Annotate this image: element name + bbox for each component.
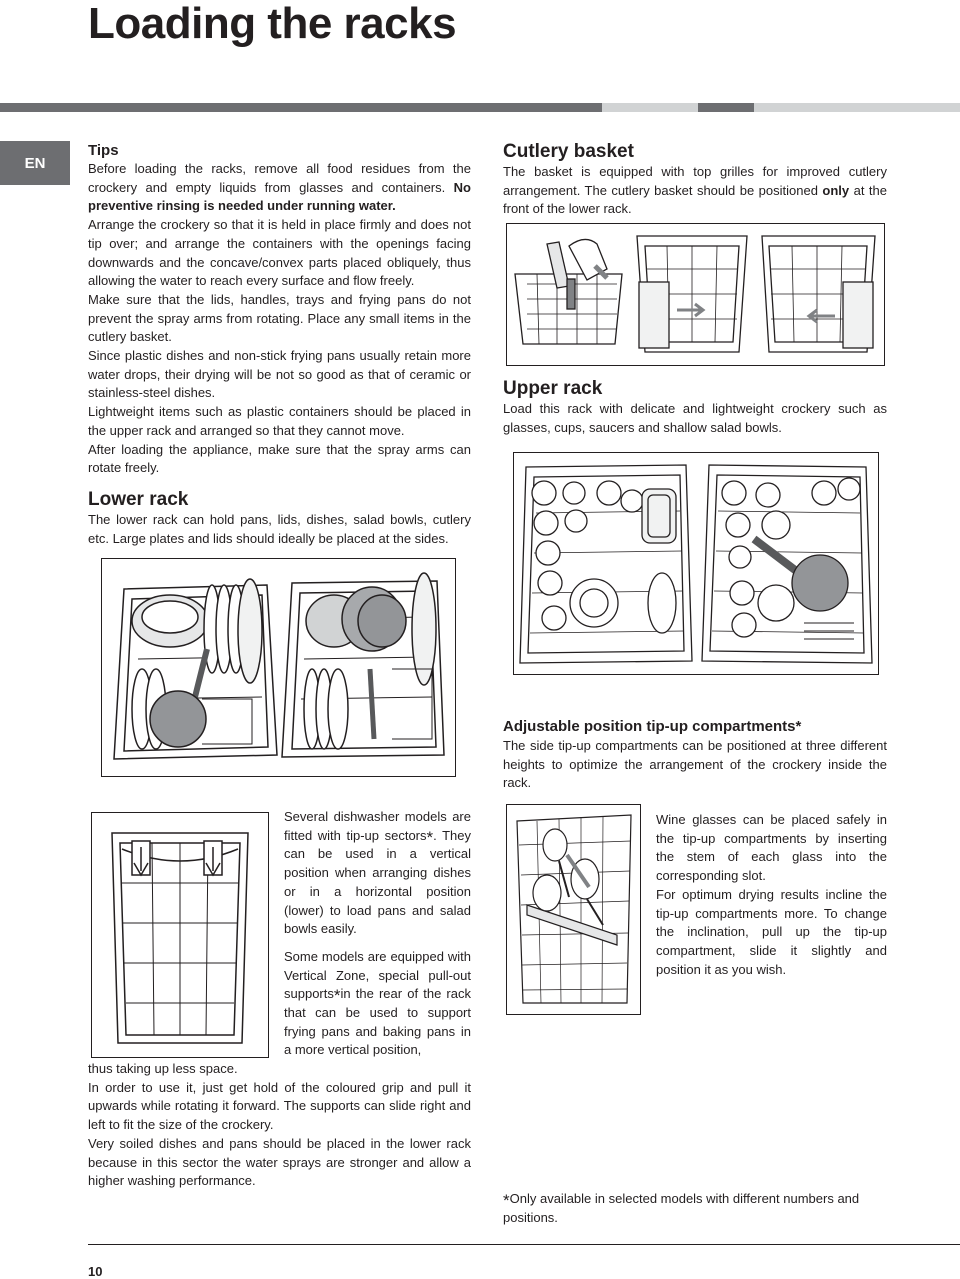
- lower-rack-illustration: [101, 558, 456, 777]
- lower-rack-text: The lower rack can hold pans, lids, dishes, salad bowls, cutlery etc. Large plates and lids should ideally be placed at the sides.: [88, 512, 471, 546]
- footnote: [503, 1190, 887, 1227]
- tips-paragraph-4: Since plastic dishes and non-stick frying pans usually retain more water drops, their drying will be not so good as that of ceramic or stainless-steel dishes.: [88, 348, 471, 401]
- wine-paragraph-1: Wine glasses can be placed safely in the tip-up compartments by inserting the stem of each glass into the corresponding slot.: [656, 812, 887, 884]
- wine-text: [656, 811, 887, 979]
- tips-paragraph-5: Lightweight items such as plastic containers should be placed in the upper rack and arranged so that they cannot move.: [88, 404, 471, 438]
- header-bar-light-1: [602, 103, 698, 112]
- tips-paragraph-2: Arrange the crockery so that it is held in place firmly and does not tip over; and arrange the containers with the openings facing downwards and the concave/convex parts placed obliquely, thus allowing the water to reach every surface and flow freely.: [88, 217, 471, 289]
- wine-paragraph-2: For optimum drying results incline the tip-up compartments more. To change the inclination, pull up the tip-up compartment, slide it slightly and position it as you wish.: [656, 886, 887, 977]
- upper-rack-heading: Upper rack: [503, 378, 603, 399]
- cutlery-basket-text: The basket is equipped with top grilles for improved cutlery arrangement. The cutlery basket should be positioned only at the front of the lower rack.: [503, 164, 887, 217]
- wine-compartment-illustration: [506, 804, 641, 1015]
- tips-heading: Tips: [88, 142, 119, 159]
- page-number: 10: [88, 1264, 103, 1279]
- header-bar-dark: [0, 103, 602, 112]
- upper-rack-illustration: [513, 452, 879, 675]
- footnote-text: Only available in selected models with different numbers and positions.: [503, 1191, 860, 1225]
- tips-body: [88, 160, 471, 478]
- header-bar-light-2: [754, 103, 960, 112]
- tipup-sectors-paragraph-4: Very soiled dishes and pans should be placed in the lower rack because in this sector the water sprays are stronger and allow a higher washing performance.: [88, 1135, 471, 1189]
- adjustable-text: The side tip-up compartments can be positioned at three different heights to optimize the arrangement of the crockery inside the rack.: [503, 738, 887, 791]
- cutlery-basket-illustration: [506, 223, 885, 366]
- tipup-sectors-illustration: [91, 812, 269, 1058]
- tipup-sectors-text: [284, 808, 471, 1060]
- tipup-sectors-paragraph-3: In order to use it, just get hold of the coloured grip and pull it upwards while rotating it forward. The supports can slide right and left to fit the size of the crockery.: [88, 1079, 471, 1133]
- tipup-sectors-continued: [88, 1060, 471, 1191]
- upper-rack-text: Load this rack with delicate and lightweight crockery such as glasses, cups, saucers and shallow salad bowls.: [503, 401, 887, 435]
- page-title: Loading the racks: [88, 0, 457, 48]
- tipup-sectors-paragraph-2: Some models are equipped with Vertical Zone, special pull-out supports*in the rear of the rack that can be used to support frying pans and baking pans in a more vertical position,: [284, 948, 471, 1058]
- lower-rack-heading: Lower rack: [88, 489, 189, 510]
- footnote-star: *: [503, 1191, 510, 1210]
- header-bar-dark-2: [698, 103, 754, 112]
- tipup-sectors-paragraph-2-cont: thus taking up less space.: [88, 1061, 238, 1076]
- tips-paragraph-6: After loading the appliance, make sure that the spray arms can rotate freely.: [88, 441, 471, 476]
- language-tab: EN: [0, 141, 70, 185]
- tips-paragraph-3: Make sure that the lids, handles, trays and frying pans do not prevent the spray arms from rotating. Place any small items in the cutlery basket.: [88, 291, 471, 345]
- cutlery-basket-heading: Cutlery basket: [503, 141, 634, 162]
- adjustable-heading: Adjustable position tip-up compartments*: [503, 718, 802, 735]
- tipup-sectors-paragraph-1: Several dishwasher models are fitted with tip-up sectors*. They can be used in a vertical position when arranging dishes or in a horizontal position (lower) to load pans and salad bowls easily.: [284, 809, 471, 937]
- footer-divider: [88, 1244, 960, 1245]
- tips-paragraph-1: Before loading the racks, remove all food residues from the crockery and empty liquids from glasses and containers. No preventive rinsing is needed under running water.: [88, 161, 471, 214]
